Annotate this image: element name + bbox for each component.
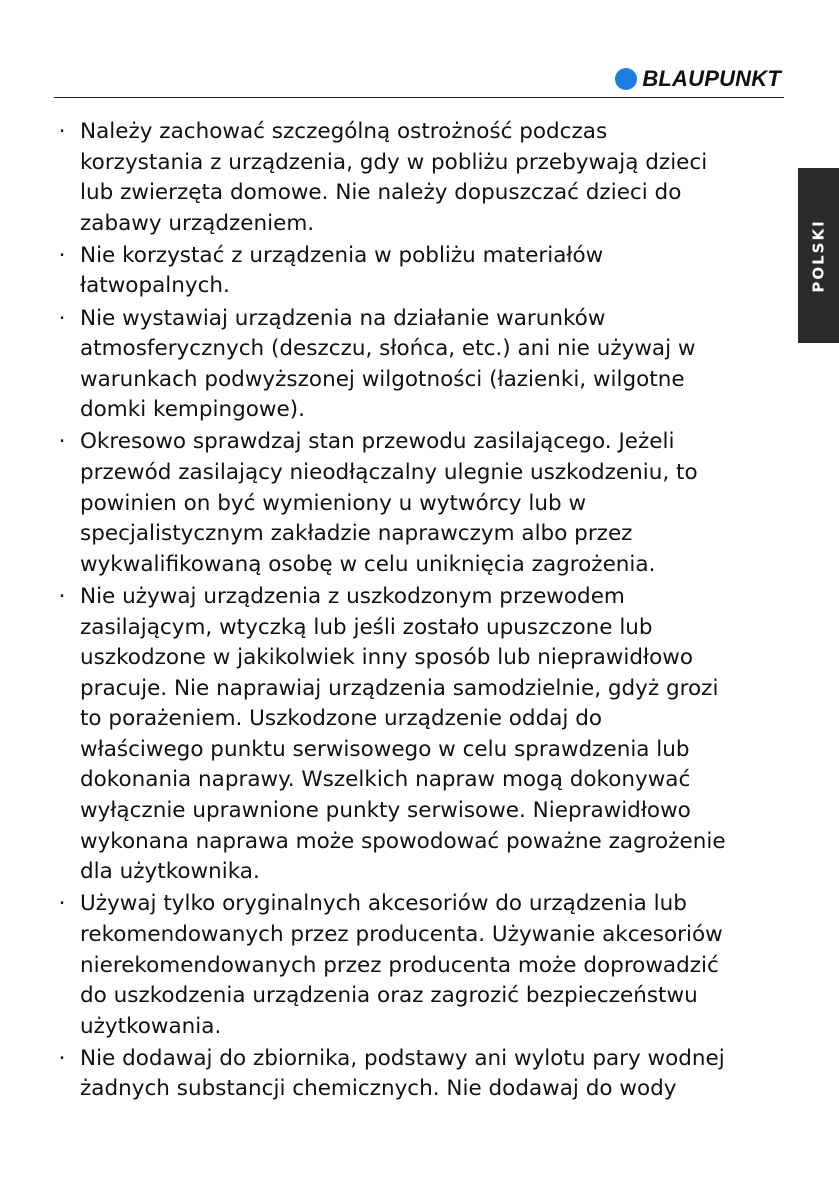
brand-logo: [615, 66, 781, 92]
list-item-text-line: uszkodzone w jakikolwiek inny sposób lub nieprawidłowo: [80, 645, 694, 671]
bullet-marker: ·: [58, 1045, 66, 1071]
list-item-text-line: Używaj tylko oryginalnych akcesoriów do urządzenia lub: [80, 891, 687, 917]
list-item: [0, 117, 800, 239]
list-item-text-line: do uszkodzenia urządzenia oraz zagrozić bezpieczeństwu: [80, 983, 698, 1009]
brand-dot-icon: [615, 68, 637, 90]
language-tab: [798, 168, 839, 343]
list-item-text-line: łatwopalnych.: [80, 273, 230, 299]
list-item-text-line: nierekomendowanych przez producenta może doprowadzić: [80, 952, 719, 978]
list-item: [0, 427, 800, 580]
bullet-marker: ·: [58, 429, 66, 455]
list-item-text-line: Należy zachować szczególną ostrożność podczas: [80, 119, 608, 144]
list-item-text-line: zabawy urządzeniem.: [80, 210, 315, 236]
header-divider: [54, 97, 784, 98]
list-item-text-line: specjalistycznym zakładzie naprawczym albo przez: [80, 521, 633, 547]
list-item-text-line: wykonana naprawa może spowodować poważne zagrożenie: [80, 828, 726, 854]
list-item: [0, 241, 800, 302]
list-item-text-line: właściwego punktu serwisowego w celu sprawdzenia lub: [80, 736, 690, 762]
list-item-text-line: warunkach podwyższonej wilgotności (łazienki, wilgotne: [80, 366, 685, 392]
safety-instructions-list: [0, 117, 800, 1107]
list-item-text-line: korzystania z urządzenia, gdy w pobliżu przebywają dzieci: [80, 149, 708, 175]
list-item-text-line: atmosferycznych (deszczu, słońca, etc.) ani nie używaj w: [80, 336, 696, 362]
list-item-text-line: pracuje. Nie naprawiaj urządzenia samodzielnie, gdyż grozi: [80, 675, 719, 701]
list-item: [0, 304, 800, 426]
list-item-text-line: powinien on być wymieniony u wytwórcy lub w: [80, 490, 587, 516]
list-item-text-line: dokonania naprawy. Wszelkich napraw mogą dokonywać: [80, 767, 691, 793]
list-item-text-line: użytkowania.: [80, 1013, 222, 1039]
list-item-text-line: lub zwierzęta domowe. Nie należy dopuszczać dzieci do: [80, 180, 682, 206]
list-item-text-line: Nie dodawaj do zbiornika, podstawy ani wylotu pary wodnej: [80, 1045, 725, 1071]
list-item-text-line: Nie korzystać z urządzenia w pobliżu materiałów: [80, 242, 604, 268]
list-item-text-line: dla użytkownika.: [80, 859, 260, 885]
brand-name: BLAUPUNKT: [642, 66, 781, 91]
list-item: [0, 1044, 800, 1105]
list-item: [0, 889, 800, 1042]
bullet-marker: ·: [58, 891, 66, 917]
list-item-text-line: przewód zasilający nieodłączalny ulegnie uszkodzeniu, to: [80, 460, 698, 486]
bullet-marker: ·: [58, 305, 66, 331]
list-item-text-line: wykwalifikowaną osobę w celu uniknięcia zagrożenia.: [80, 551, 656, 577]
list-item-text-line: żadnych substancji chemicznych. Nie dodawaj do wody: [80, 1076, 677, 1102]
bullet-marker: ·: [58, 583, 66, 609]
list-item-text-line: rekomendowanych przez producenta. Używanie akcesoriów: [80, 921, 723, 947]
list-item-text-line: zasilającym, wtyczką lub jeśli zostało upuszczone lub: [80, 614, 653, 640]
list-item-text-line: Okresowo sprawdzaj stan przewodu zasilającego. Jeżeli: [80, 429, 675, 455]
bullet-marker: ·: [58, 242, 66, 268]
language-tab-label: POLSKI: [809, 218, 828, 293]
list-item-text-line: wyłącznie uprawnione punkty serwisowe. Nieprawidłowo: [80, 798, 691, 824]
list-item-text-line: to porażeniem. Uszkodzone urządzenie oddaj do: [80, 706, 603, 732]
list-item: [0, 582, 800, 888]
list-item-text-line: domki kempingowe).: [80, 397, 305, 423]
bullet-marker: ·: [58, 119, 66, 144]
list-item-text-line: Nie wystawiaj urządzenia na działanie warunków: [80, 305, 606, 331]
list-item-text-line: Nie używaj urządzenia z uszkodzonym przewodem: [80, 583, 625, 609]
